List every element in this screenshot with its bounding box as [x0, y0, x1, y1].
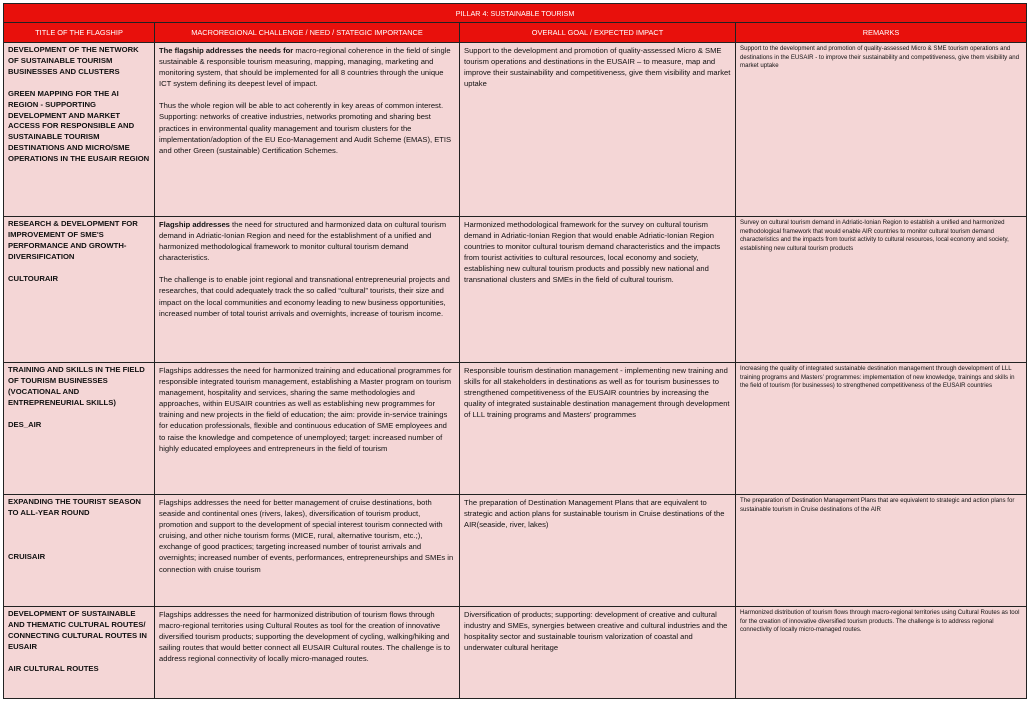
challenge-text: [159, 45, 455, 89]
goal-cell: Responsible tourism destination management - implementing new training and skills for all stakeholders in destinations as well as for tourism businesses to strengthened competitiveness of the EUSAIR countries by increasing the quality of integrated sustainable destination management through development of LLL training programs and Masters’ programmes: [460, 363, 736, 495]
challenge-lead: The flagship addresses the needs for: [159, 46, 294, 55]
challenge-body: macro-regional coherence in the field of single sustainable & responsible tourism measuring, mapping, managing, marketing and monitoring system, that should be implemented for all 8 countries through the unique ICT system defining its deepest level of impact.: [159, 46, 451, 89]
challenge-lead: Flagship addresses: [159, 220, 230, 229]
table-row: [4, 217, 1027, 363]
flagship-subtitle: AIR CULTURAL ROUTES: [8, 663, 99, 673]
table-row: [4, 363, 1027, 495]
flagship-title-cell: [4, 363, 155, 495]
flagship-title: TRAINING AND SKILLS IN THE FIELD OF TOURISM BUSINESSES (VOCATIONAL AND ENTREPRENEURIAL SKILLS): [8, 365, 145, 407]
challenge-cell: [155, 607, 460, 699]
challenge-body: the need for structured and harmonized data on cultural tourism demand in Adriatic-Ionian Region and need for the establishment of a unified and harmonized methodological framework to monitor cultural tourism demand characteristics.: [159, 220, 447, 263]
header-remarks: REMARKS: [736, 23, 1027, 43]
flagship-title: DEVELOPMENT OF SUSTAINABLE AND THEMATIC CULTURAL ROUTES/ CONNECTING CULTURAL ROUTES IN EUSAIR: [8, 609, 147, 651]
table-row: [4, 607, 1027, 699]
flagship-table-container: [3, 3, 1026, 704]
challenge-text-2: The challenge is to enable joint regional and transnational entrepreneurial projects and researches, that could adequately track the so called “cultural” tourists, their size and impact on the local communities and economy leading to new business opportunities, increased number of total tourist arrivals and overnights, increase of tourism income.: [159, 275, 450, 318]
challenge-text: Flagships addresses the need for harmonized training and educational programmes for responsible integrated tourism management, establishing a Master program on tourism management, hospitality and services, sharing the same methodologies and approaches, within EUSAIR countries as well as establishing new programmes for training and new projects in the field of education; the aim: provide in-service trainings for education professionals, flexible and continuous education of SME employees and to raise the knowledge and competence of unemployed; target: increased number of highly educated employees and entrepreneurs in the field of tourism: [159, 366, 452, 453]
table-row: [4, 43, 1027, 217]
challenge-cell: [155, 217, 460, 363]
flagship-title: DEVELOPMENT OF THE NETWORK OF SUSTAINABLE TOURISM BUSINESSES AND CLUSTERS: [8, 45, 139, 76]
remarks-cell: The preparation of Destination Management Plans that are equivalent to strategic and action plans for sustainable tourism in Cruise destinations of the AIR: [736, 495, 1027, 607]
flagship-title-cell: [4, 495, 155, 607]
challenge-cell: [155, 495, 460, 607]
header-title: TITLE OF THE FLAGSHIP: [4, 23, 155, 43]
goal-cell: Support to the development and promotion of quality-assessed Micro & SME tourism operations and destinations in the EUSAIR – to measure, map and improve their sustainability and competitiveness, give them visibility and market uptake: [460, 43, 736, 217]
challenge-text: Flagships addresses the need for harmonized distribution of tourism flows through macro-regional territories using Cultural Routes as tool for the creation of innovative diversified tourism products; supporting the development of cycling, walking/hiking and sailing routes that would better connect all EUSAIR Cultural routes. The challenge is to address regional connectivity of locally micro-managed routes.: [159, 610, 451, 664]
challenge-text-2: Thus the whole region will be able to act coherently in key areas of common interest. Supporting: networks of creative industries, networks promoting and sharing best practices in environmental quality management and tourism clusters for the implementation/adoption of the EU Eco-Management and Audit Scheme (EMAS), ETIS and other Green (sustainable) Certification Schemes.: [159, 101, 452, 155]
flagship-title: RESEARCH & DEVELOPMENT FOR IMPROVEMENT OF SME'S PERFORMANCE AND GROWTH-DIVERSIFICATION: [8, 219, 138, 261]
flagship-title-cell: [4, 43, 155, 217]
flagship-title-cell: [4, 217, 155, 363]
remarks-cell: Support to the development and promotion of quality-assessed Micro & SME tourism operations and destinations in the EUSAIR - to improve their sustainability and competitiveness, give them visibility and market uptake: [736, 43, 1027, 217]
goal-cell: Harmonized methodological framework for the survey on cultural tourism demand in Adriatic-Ionian Region that would enable Adriatic-Ionian Region countries to monitor cultural tourism demand characteristics and the impacts from tourist activities to cultural resources, local economy and society, establishing new cultural tourism products and possibly new national and transnational clusters and SMEs in the field of cultural tourism.: [460, 217, 736, 363]
challenge-cell: [155, 43, 460, 217]
flagship-subtitle: CRUISAIR: [8, 551, 46, 561]
flagship-title: EXPANDING THE TOURIST SEASON TO ALL-YEAR ROUND: [8, 497, 141, 517]
remarks-cell: Survey on cultural tourism demand in Adriatic-Ionian Region to establish a unified and harmonized methodological framework that would enable AIR countries to monitor cultural tourism demand characteristics and the impacts from tourist activity to cultural resources, local economy and society, establishing new cultural tourism products: [736, 217, 1027, 363]
header-challenge: MACROREGIONAL CHALLENGE / NEED / STATEGIC IMPORTANCE: [155, 23, 460, 43]
header-goal: OVERALL GOAL / EXPECTED IMPACT: [460, 23, 736, 43]
flagship-title-cell: [4, 607, 155, 699]
remarks-cell: Increasing the quality of integrated sustainable destination management through development of LLL training programs and Masters’ programmes: implementation of new knowledge, trainings and skills in the field of tourism (for businesses) to strengthened competitiveness of the EUSAIR countries: [736, 363, 1027, 495]
challenge-text: [159, 219, 455, 263]
table-row: [4, 495, 1027, 607]
challenge-text: Flagships addresses the need for better management of cruise destinations, both seaside and continental ones (rivers, lakes), diversification of tourism product, promotion and support to the development of special interest tourism connected with cruising, and other niche tourism forms (MICE, rural, alternative tourism, etc.;), exchange of good practices; targeting increased number of tourist arrivals and overnights; increased number of events, performances, entrepreneurships and SMEs in connection with cruise tourism: [159, 498, 454, 574]
flagship-table: [3, 3, 1027, 699]
flagship-subtitle: DES_AIR: [8, 419, 42, 429]
flagship-subtitle: CULTOURAIR: [8, 273, 59, 283]
goal-cell: Diversification of products; supporting: development of creative and cultural industry and SMEs, synergies between creative and cultural industries and the hospitality sector and sustainable tourism valorization of coastal and underwater cultural heritage: [460, 607, 736, 699]
pillar-title: PILLAR 4: SUSTAINABLE TOURISM: [4, 4, 1027, 23]
goal-cell: The preparation of Destination Management Plans that are equivalent to strategic and action plans for sustainable tourism in Cruise destinations of the AIR(seaside, river, lakes): [460, 495, 736, 607]
flagship-subtitle: GREEN MAPPING FOR THE AI REGION - SUPPORTING DEVELOPMENT AND MARKET ACCESS FOR RESPONSIBLE AND SUSTAINABLE TOURISM DESTINATIONS AND MICRO/SME OPERATIONS IN THE EUSAIR REGION: [8, 88, 150, 164]
challenge-cell: [155, 363, 460, 495]
remarks-cell: Harmonized distribution of tourism flows through macro-regional territories using Cultural Routes as tool for the creation of innovative diversified tourism products. The challenge is to address regional connectivity of locally micro-managed routes.: [736, 607, 1027, 699]
